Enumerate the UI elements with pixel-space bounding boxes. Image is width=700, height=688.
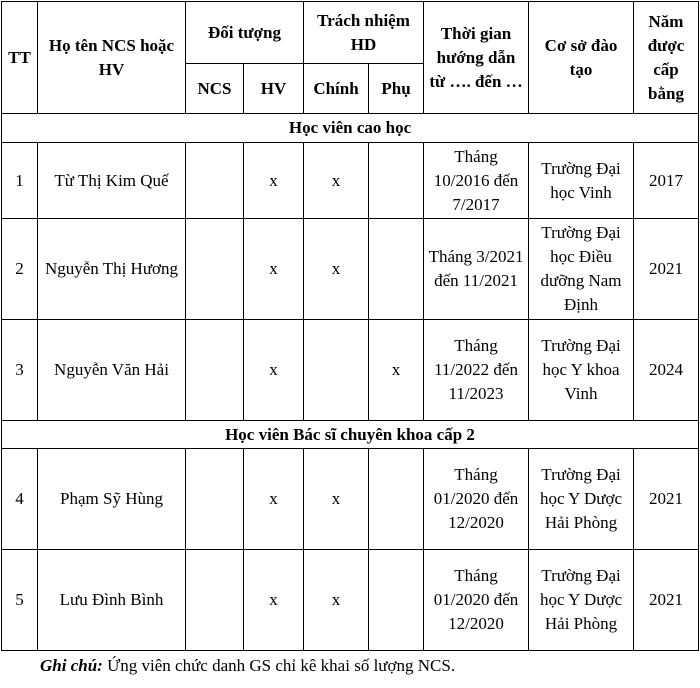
header-tt: TT — [2, 2, 38, 114]
cell-time: Tháng 01/2020 đến 12/2020 — [424, 550, 529, 651]
header-name: Họ tên NCS hoặc HV — [38, 2, 186, 114]
cell-tt: 2 — [2, 219, 38, 320]
cell-time: Tháng 01/2020 đến 12/2020 — [424, 449, 529, 550]
cell-year: 2017 — [634, 143, 699, 219]
cell-name: Từ Thị Kim Quế — [38, 143, 186, 219]
cell-hv: x — [244, 449, 304, 550]
cell-year: 2021 — [634, 550, 699, 651]
header-object: Đối tượng — [186, 2, 304, 64]
table-row — [2, 320, 699, 421]
cell-main: x — [304, 449, 369, 550]
footnote-label: Ghi chú: — [40, 656, 103, 675]
cell-ncs — [186, 219, 244, 320]
cell-ncs — [186, 143, 244, 219]
cell-year: 2024 — [634, 320, 699, 421]
footnote-text: Ứng viên chức danh GS chỉ kê khai số lượng NCS. — [102, 656, 456, 675]
cell-institution: Trường Đại học Điều dưỡng Nam Định — [529, 219, 634, 320]
cell-tt: 1 — [2, 143, 38, 219]
section-row — [2, 421, 699, 449]
header-responsibility: Trách nhiệm HD — [304, 2, 424, 64]
header-institution: Cơ sở đào tạo — [529, 2, 634, 114]
cell-sub — [369, 550, 424, 651]
header-resp-main: Chính — [304, 64, 369, 114]
supervision-table — [1, 1, 699, 651]
header-row-top — [2, 2, 699, 64]
cell-institution: Trường Đại học Y Dược Hải Phòng — [529, 449, 634, 550]
cell-year: 2021 — [634, 219, 699, 320]
cell-time: Tháng 3/2021 đến 11/2021 — [424, 219, 529, 320]
header-year: Năm được cấp bằng — [634, 2, 699, 114]
section-title: Học viên cao học — [2, 114, 699, 143]
cell-ncs — [186, 320, 244, 421]
cell-name: Nguyễn Thị Hương — [38, 219, 186, 320]
cell-institution: Trường Đại học Vinh — [529, 143, 634, 219]
header-time: Thời gian hướng dẫn từ …. đến … — [424, 2, 529, 114]
cell-hv: x — [244, 143, 304, 219]
table-row — [2, 449, 699, 550]
cell-name: Phạm Sỹ Hùng — [38, 449, 186, 550]
table-body — [2, 2, 699, 651]
cell-tt: 4 — [2, 449, 38, 550]
footnote — [40, 654, 455, 678]
cell-hv: x — [244, 320, 304, 421]
cell-hv: x — [244, 219, 304, 320]
cell-name: Nguyễn Văn Hải — [38, 320, 186, 421]
cell-institution: Trường Đại học Y Dược Hải Phòng — [529, 550, 634, 651]
cell-main: x — [304, 219, 369, 320]
table-row — [2, 143, 699, 219]
cell-year: 2021 — [634, 449, 699, 550]
cell-time: Tháng 10/2016 đến 7/2017 — [424, 143, 529, 219]
header-object-hv: HV — [244, 64, 304, 114]
cell-ncs — [186, 449, 244, 550]
cell-tt: 5 — [2, 550, 38, 651]
cell-sub — [369, 449, 424, 550]
cell-tt: 3 — [2, 320, 38, 421]
cell-time: Tháng 11/2022 đến 11/2023 — [424, 320, 529, 421]
cell-ncs — [186, 550, 244, 651]
cell-name: Lưu Đình Bình — [38, 550, 186, 651]
section-row — [2, 114, 699, 143]
cell-main: x — [304, 143, 369, 219]
cell-main — [304, 320, 369, 421]
table-row — [2, 550, 699, 651]
cell-sub — [369, 219, 424, 320]
cell-main: x — [304, 550, 369, 651]
header-object-ncs: NCS — [186, 64, 244, 114]
header-resp-sub: Phụ — [369, 64, 424, 114]
table-row — [2, 219, 699, 320]
cell-hv: x — [244, 550, 304, 651]
section-title: Học viên Bác sĩ chuyên khoa cấp 2 — [2, 421, 699, 449]
cell-sub: x — [369, 320, 424, 421]
cell-institution: Trường Đại học Y khoa Vinh — [529, 320, 634, 421]
cell-sub — [369, 143, 424, 219]
